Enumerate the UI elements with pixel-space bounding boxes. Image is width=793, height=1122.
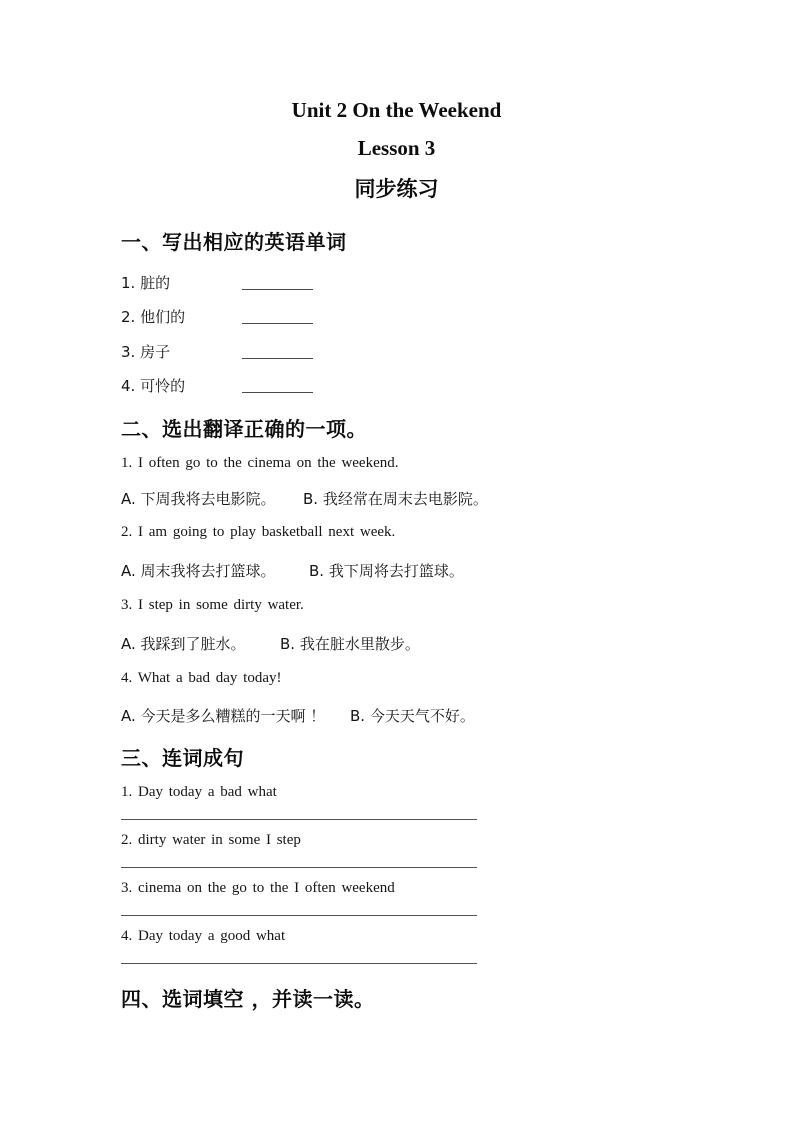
section1-item-1-label: 1. 脏的	[121, 274, 171, 292]
section2-question-4-option-a: A. 今天是多么糟糕的一天啊 ！	[121, 707, 326, 725]
section1-heading: 一、写出相应的英语单词	[121, 230, 347, 254]
section2-heading: 二、选出翻译正确的一项。	[121, 417, 367, 441]
section1-item-1-answer-blank	[242, 272, 313, 290]
section3-heading: 三、连词成句	[121, 746, 244, 770]
section3-answer-line-3	[121, 915, 477, 916]
worksheet-title-lesson: Lesson 3	[357, 136, 436, 160]
section3-prompt-2: 2. dirty water in some I step	[121, 832, 301, 848]
section3-prompt-4: 4. Day today a good what	[121, 928, 286, 944]
section2-question-2-option-a: A. 周末我将去打篮球。	[121, 562, 276, 580]
section1-item-3-label: 3. 房子	[121, 343, 171, 361]
worksheet-title-unit: Unit 2 On the Weekend	[291, 98, 502, 122]
section3-prompt-3: 3. cinema on the go to the I often weekend	[121, 880, 395, 896]
section1-item-3-answer-blank	[242, 341, 313, 359]
section4-heading: 四、选词填空 ，并读一读。	[121, 987, 375, 1011]
section3-answer-line-2	[121, 867, 477, 868]
worksheet-title-subtitle: 同步练习	[354, 177, 439, 201]
section2-question-3-option-b: B. 我在脏水里散步。	[280, 635, 420, 653]
section2-question-3: 3. I step in some dirty water.	[121, 597, 304, 613]
section2-question-4-option-b: B. 今天天气不好。	[350, 707, 475, 725]
section2-question-3-option-a: A. 我踩到了脏水。	[121, 635, 246, 653]
section3-answer-line-1	[121, 819, 477, 820]
section2-question-1: 1. I often go to the cinema on the weekend.	[121, 455, 399, 471]
section1-item-4-answer-blank	[242, 375, 313, 393]
section2-question-2: 2. I am going to play basketball next week.	[121, 524, 396, 540]
section2-question-4: 4. What a bad day today!	[121, 670, 282, 686]
section1-item-2-label: 2. 他们的	[121, 308, 186, 326]
section3-answer-line-4	[121, 963, 477, 964]
section2-question-2-option-b: B. 我下周将去打篮球。	[309, 562, 464, 580]
section2-question-1-option-a: A. 下周我将去电影院。	[121, 490, 276, 508]
section2-question-1-option-b: B. 我经常在周末去电影院。	[303, 490, 488, 508]
section1-item-2-answer-blank	[242, 306, 313, 324]
section1-item-4-label: 4. 可怜的	[121, 377, 186, 395]
section3-prompt-1: 1. Day today a bad what	[121, 784, 277, 800]
